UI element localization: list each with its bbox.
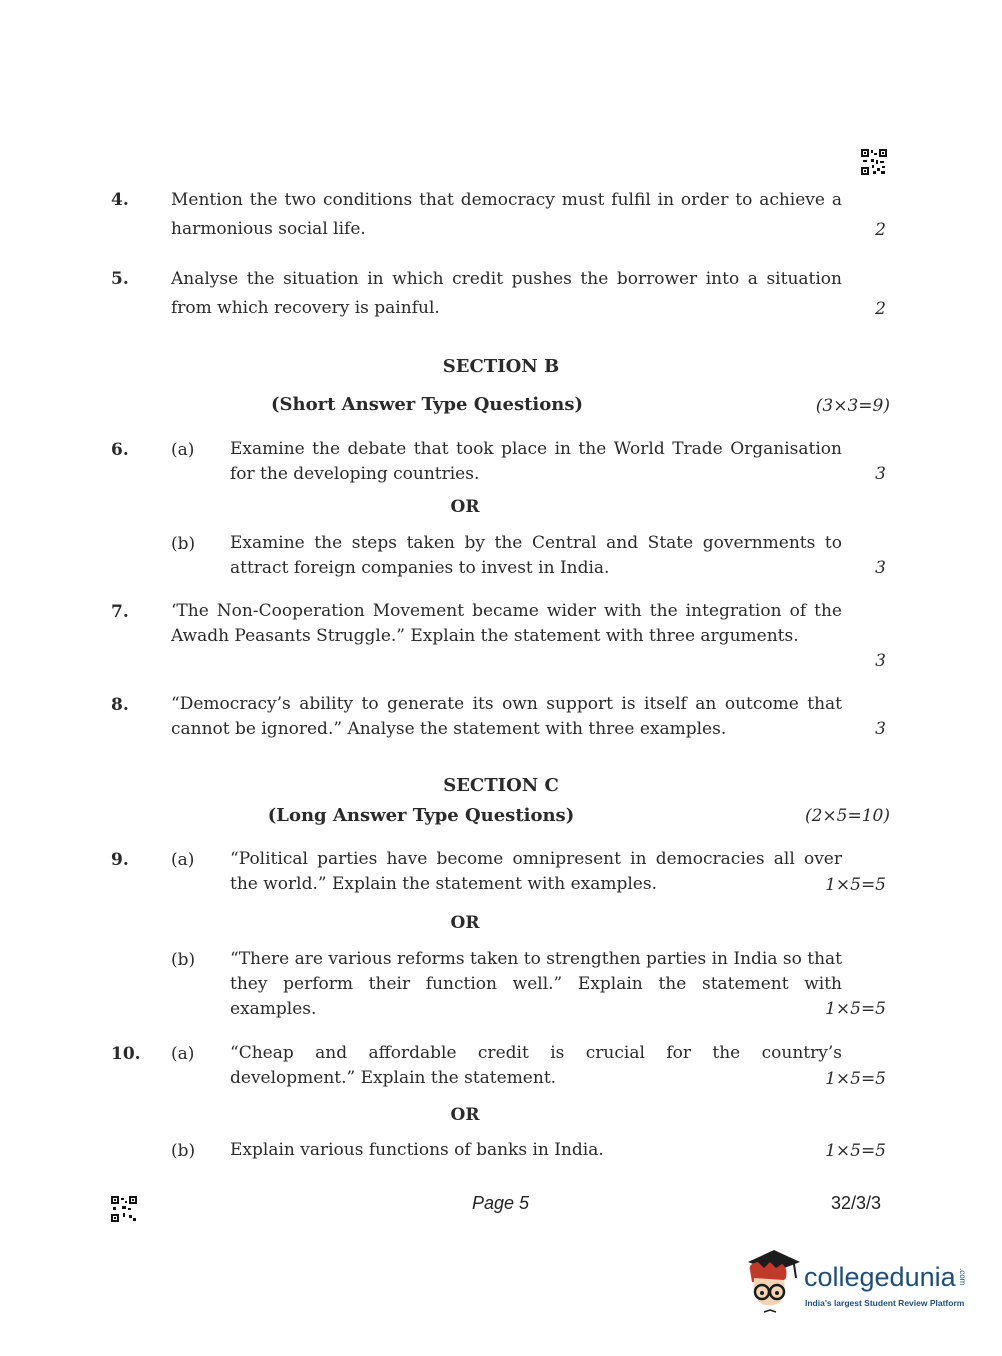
- question-number: 8.: [111, 695, 129, 715]
- question-number: 9.: [111, 850, 129, 870]
- option-label: (b): [171, 950, 196, 970]
- question-text: Mention the two conditions that democracy must fulfil in order to achieve a harmonious social life.: [171, 190, 842, 239]
- question-text: “Political parties have become omnipresent in democracies all over the world.” Explain the statement with examples.: [230, 849, 842, 894]
- question-marks: 3: [875, 651, 886, 671]
- or-divider: OR: [450, 913, 480, 933]
- question-marks: 1×5=5: [825, 1069, 886, 1089]
- question-marks: 3: [875, 558, 886, 578]
- section-b-subtitle: (Short Answer Type Questions): [271, 394, 583, 415]
- question-text: “Cheap and affordable credit is crucial for the country’s development.” Explain the statement.: [230, 1043, 842, 1088]
- qr-code-icon: [111, 1196, 137, 1222]
- section-b-total: (3×3=9): [815, 396, 890, 416]
- section-c-title: SECTION C: [443, 775, 559, 796]
- question-text: ‘The Non-Cooperation Movement became wider with the integration of the Awadh Peasants Struggle.” Explain the statement with three arguments.: [171, 601, 842, 646]
- question-marks: 2: [875, 220, 886, 240]
- page-number: Page 5: [472, 1193, 530, 1213]
- option-label: (b): [171, 534, 196, 554]
- question-number: 10.: [111, 1044, 141, 1064]
- option-label: (a): [171, 1044, 195, 1064]
- paper-code: 32/3/3: [831, 1193, 882, 1213]
- option-label: (a): [171, 440, 195, 460]
- question-text: “There are various reforms taken to strengthen parties in India so that they perform their function well.” Explain the statement with examples.: [230, 949, 842, 1019]
- question-number: 7.: [111, 602, 129, 622]
- question-marks: 3: [875, 719, 886, 739]
- qr-code-icon: [861, 149, 887, 175]
- question-marks: 2: [875, 299, 886, 319]
- question-marks: 1×5=5: [825, 999, 886, 1019]
- question-marks: 1×5=5: [825, 1141, 886, 1161]
- brand-tagline: India's largest Student Review Platform: [805, 1298, 965, 1308]
- collegedunia-mascot-icon: [742, 1248, 800, 1314]
- brand-tld: .com: [958, 1268, 967, 1286]
- question-number: 4.: [111, 190, 129, 210]
- question-text: “Democracy’s ability to generate its own support is itself an outcome that cannot be ignored.” Analyse the statement with three examples.: [171, 694, 842, 739]
- brand-name: collegedunia: [804, 1262, 956, 1292]
- question-text: Examine the steps taken by the Central and State governments to attract foreign companies to invest in India.: [230, 533, 842, 578]
- question-number: 6.: [111, 440, 129, 460]
- section-c-subtitle: (Long Answer Type Questions): [267, 805, 575, 826]
- section-c-total: (2×5=10): [804, 806, 890, 826]
- option-label: (a): [171, 850, 195, 870]
- question-marks: 1×5=5: [825, 875, 886, 895]
- question-number: 5.: [111, 269, 129, 289]
- or-divider: OR: [450, 1105, 480, 1125]
- option-label: (b): [171, 1141, 196, 1161]
- question-text: Analyse the situation in which credit pushes the borrower into a situation from which recovery is painful.: [171, 269, 842, 318]
- question-text: Examine the debate that took place in the World Trade Organisation for the developing countries.: [230, 439, 842, 484]
- question-text: Explain various functions of banks in India.: [230, 1140, 604, 1160]
- section-b-title: SECTION B: [442, 356, 560, 377]
- or-divider: OR: [450, 497, 480, 517]
- question-marks: 3: [875, 464, 886, 484]
